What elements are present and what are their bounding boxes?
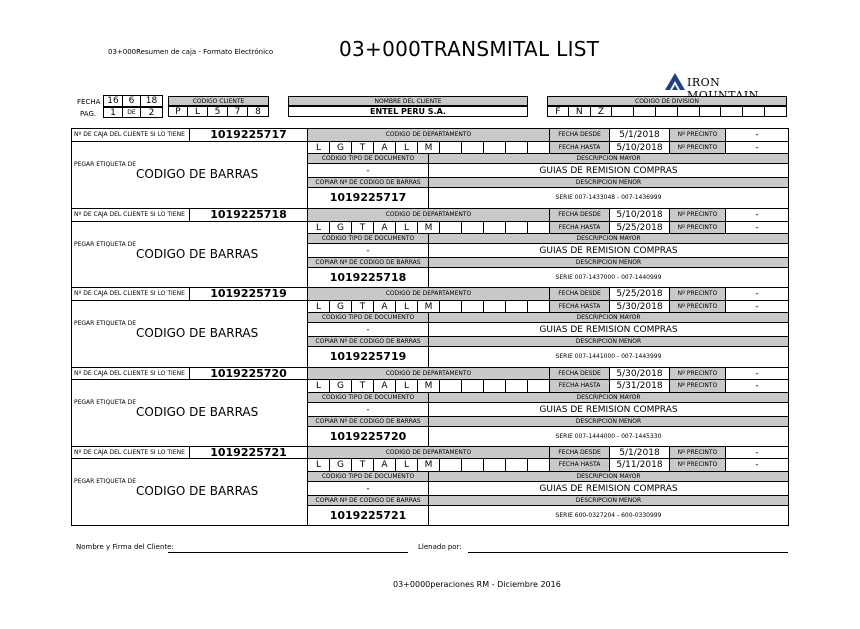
fecha-desde-value: 5/30/2018 [610, 368, 670, 381]
pegar-label: PEGAR ETIQUETA DE [74, 319, 136, 327]
codigo-tipo-value: - [308, 164, 429, 178]
departamento-cell [528, 301, 550, 314]
departamento-cell [506, 142, 528, 155]
descripcion-mayor-value: GUIAS DE REMISION COMPRAS [429, 403, 788, 417]
nombre-cliente-value: ENTEL PERU S.A. [288, 106, 528, 117]
box-block [72, 367, 788, 446]
mountain-icon [665, 72, 685, 90]
departamento-cell: T [352, 459, 374, 472]
departamento-cell: L [308, 301, 330, 314]
codigo-barras-label: CODIGO DE BARRAS [136, 325, 259, 340]
fecha-hasta-value: 5/11/2018 [610, 459, 670, 472]
copiar-barcode-label: COPIAR Nº DE CODIGO DE BARRAS [308, 337, 429, 347]
descripcion-menor-label: DESCRIPCION MENOR [429, 178, 788, 188]
caja-label: Nº DE CAJA DEL CLIENTE SI LO TIENE [72, 209, 190, 222]
departamento-cell: L [308, 142, 330, 155]
departamento-cell: L [396, 380, 418, 393]
pag-cells [103, 107, 163, 118]
fecha-day: 16 [103, 95, 123, 107]
transmittal-table [71, 128, 789, 526]
precinto-value: - [726, 380, 788, 393]
descripcion-mayor-value: GUIAS DE REMISION COMPRAS [429, 323, 788, 337]
copiar-barcode-label: COPIAR Nº DE CODIGO DE BARRAS [308, 496, 429, 506]
fecha-desde-value: 5/10/2018 [610, 209, 670, 222]
precinto-label: Nº PRECINTO [670, 447, 726, 460]
fecha-hasta-label: FECHA HASTA [550, 222, 610, 235]
caja-value: 1019225717 [190, 129, 308, 142]
codigo-tipo-value: - [308, 244, 429, 258]
codigo-departamento-label: CODIGO DE DEPARTAMENTO [308, 447, 550, 460]
copiar-barcode-label: COPIAR Nº DE CODIGO DE BARRAS [308, 417, 429, 427]
precinto-label: Nº PRECINTO [670, 380, 726, 393]
caja-value: 1019225719 [190, 288, 308, 301]
codigo-tipo-value: - [308, 323, 429, 337]
departamento-cell: G [330, 380, 352, 393]
departamento-cell [440, 142, 462, 155]
departamento-cell [528, 380, 550, 393]
departamento-cell [484, 301, 506, 314]
departamento-cell: M [418, 222, 440, 235]
fecha-desde-label: FECHA DESDE [550, 129, 610, 142]
descripcion-menor-value: SERIE 007-1444000 - 007-1445330 [555, 432, 662, 440]
departamento-cell: L [396, 301, 418, 314]
pag-label: PAG. [80, 110, 97, 118]
precinto-label: Nº PRECINTO [670, 129, 726, 142]
descripcion-menor-label: DESCRIPCION MENOR [429, 417, 788, 427]
codigo-cliente-cell: L [188, 106, 208, 117]
departamento-cell: L [308, 222, 330, 235]
codigo-division-cell [678, 106, 700, 117]
departamento-cell: L [396, 459, 418, 472]
codigo-division-cell [743, 106, 765, 117]
descripcion-menor-label: DESCRIPCION MENOR [429, 496, 788, 506]
codigo-division-cell: F [547, 106, 569, 117]
barcode-number-value: 1019225717 [308, 188, 429, 208]
descripcion-menor-value: SERIE 007-1433048 - 007-1436999 [555, 194, 662, 201]
precinto-value: - [726, 222, 788, 235]
fecha-hasta-value: 5/30/2018 [610, 301, 670, 314]
departamento-cell [484, 142, 506, 155]
precinto-value: - [726, 288, 788, 301]
precinto-value: - [726, 459, 788, 472]
codigo-division-cell [765, 106, 787, 117]
descripcion-mayor-label: DESCRIPCION MAYOR [429, 234, 788, 244]
descripcion-mayor-value: GUIAS DE REMISION COMPRAS [429, 244, 788, 258]
fecha-hasta-value: 5/31/2018 [610, 380, 670, 393]
descripcion-mayor-value: GUIAS DE REMISION COMPRAS [429, 482, 788, 496]
precinto-label: Nº PRECINTO [670, 459, 726, 472]
precinto-label: Nº PRECINTO [670, 368, 726, 381]
llenado-por-line[interactable] [468, 552, 788, 553]
departamento-cell [462, 459, 484, 472]
codigo-tipo-label: CODIGO TIPO DE DOCUMENTO [308, 234, 429, 244]
codigo-departamento-label: CODIGO DE DEPARTAMENTO [308, 288, 550, 301]
copiar-barcode-label: COPIAR Nº DE CODIGO DE BARRAS [308, 178, 429, 188]
departamento-cell [506, 222, 528, 235]
box-block [72, 208, 788, 287]
codigo-division-cell [634, 106, 656, 117]
codigo-division-cell [700, 106, 722, 117]
barcode-number-value: 1019225718 [308, 268, 429, 288]
departamento-cell [462, 380, 484, 393]
barcode-number-value: 1019225720 [308, 427, 429, 447]
pegar-label: PEGAR ETIQUETA DE [74, 478, 136, 486]
pegar-label: PEGAR ETIQUETA DE [74, 160, 136, 168]
precinto-value: - [726, 129, 788, 142]
codigo-cliente-cell: 7 [228, 106, 248, 117]
departamento-cell [440, 459, 462, 472]
departamento-cell: A [374, 142, 396, 155]
departamento-cell [440, 222, 462, 235]
departamento-cell [484, 222, 506, 235]
descripcion-mayor-label: DESCRIPCION MAYOR [429, 472, 788, 482]
codigo-tipo-value: - [308, 482, 429, 496]
departamento-cell: G [330, 459, 352, 472]
precinto-label: Nº PRECINTO [670, 209, 726, 222]
departamento-cell: G [330, 222, 352, 235]
codigo-tipo-label: CODIGO TIPO DE DOCUMENTO [308, 393, 429, 403]
caja-label: Nº DE CAJA DEL CLIENTE SI LO TIENE [72, 129, 190, 142]
box-block [72, 287, 788, 366]
codigo-tipo-label: CODIGO TIPO DE DOCUMENTO [308, 313, 429, 323]
caja-label: Nº DE CAJA DEL CLIENTE SI LO TIENE [72, 447, 190, 460]
departamento-cell [506, 301, 528, 314]
departamento-cell: T [352, 380, 374, 393]
fecha-month: 6 [123, 95, 141, 107]
departamento-cell: T [352, 222, 374, 235]
departamento-cell: T [352, 142, 374, 155]
descripcion-menor-label: DESCRIPCION MENOR [429, 337, 788, 347]
fecha-hasta-value: 5/25/2018 [610, 222, 670, 235]
departamento-cell: M [418, 301, 440, 314]
departamento-cell: A [374, 222, 396, 235]
codigo-cliente-cells [168, 106, 269, 117]
caja-label: Nº DE CAJA DEL CLIENTE SI LO TIENE [72, 368, 190, 381]
nombre-firma-label: Nombre y Firma del Cliente: [76, 543, 174, 551]
departamento-cell: M [418, 380, 440, 393]
codigo-departamento-label: CODIGO DE DEPARTAMENTO [308, 209, 550, 222]
form-code: 03+000Resumen de caja - Formato Electrónico [108, 48, 274, 56]
fecha-hasta-value: 5/10/2018 [610, 142, 670, 155]
departamento-cell: L [308, 459, 330, 472]
copiar-barcode-label: COPIAR Nº DE CODIGO DE BARRAS [308, 258, 429, 268]
departamento-cell [484, 459, 506, 472]
codigo-barras-label: CODIGO DE BARRAS [136, 484, 259, 499]
box-block [72, 129, 788, 208]
descripcion-mayor-label: DESCRIPCION MAYOR [429, 393, 788, 403]
departamento-cell: L [396, 222, 418, 235]
fecha-hasta-label: FECHA HASTA [550, 459, 610, 472]
departamento-cell [440, 380, 462, 393]
precinto-value: - [726, 209, 788, 222]
fecha-desde-value: 5/1/2018 [610, 129, 670, 142]
fecha-desde-label: FECHA DESDE [550, 368, 610, 381]
codigo-barras-label: CODIGO DE BARRAS [136, 405, 259, 420]
precinto-value: - [726, 368, 788, 381]
caja-value: 1019225718 [190, 209, 308, 222]
departamento-cell: L [396, 142, 418, 155]
fecha-label: FECHA [77, 98, 101, 106]
pag-current: 1 [103, 107, 123, 118]
fecha-cells [103, 95, 163, 107]
fecha-desde-value: 5/1/2018 [610, 447, 670, 460]
descripcion-mayor-label: DESCRIPCION MAYOR [429, 313, 788, 323]
caja-value: 1019225720 [190, 368, 308, 381]
departamento-cell [506, 380, 528, 393]
llenado-por-label: Llenado por: [418, 543, 462, 551]
departamento-cell: M [418, 142, 440, 155]
descripcion-menor-value: SERIE 600-0327204 - 600-0330999 [555, 511, 662, 519]
pegar-label: PEGAR ETIQUETA DE [74, 399, 136, 407]
departamento-cell: T [352, 301, 374, 314]
codigo-division-cell [721, 106, 743, 117]
codigo-cliente-cell: P [168, 106, 188, 117]
precinto-label: Nº PRECINTO [670, 142, 726, 155]
logo-text: IRON [687, 76, 721, 89]
pag-total: 2 [141, 107, 163, 118]
codigo-barras-label: CODIGO DE BARRAS [136, 246, 259, 261]
page-title: 03+000TRANSMITAL LIST [339, 37, 600, 61]
fecha-hasta-label: FECHA HASTA [550, 142, 610, 155]
codigo-tipo-label: CODIGO TIPO DE DOCUMENTO [308, 154, 429, 164]
fecha-hasta-label: FECHA HASTA [550, 301, 610, 314]
descripcion-menor-value: SERIE 007-1437000 - 007-1440999 [555, 274, 662, 282]
barcode-number-value: 1019225721 [308, 506, 429, 526]
departamento-cell [484, 380, 506, 393]
departamento-cell [462, 222, 484, 235]
caja-label: Nº DE CAJA DEL CLIENTE SI LO TIENE [72, 288, 190, 301]
departamento-cell [462, 142, 484, 155]
precinto-label: Nº PRECINTO [670, 301, 726, 314]
codigo-cliente-cell: 8 [248, 106, 269, 117]
departamento-cell [528, 142, 550, 155]
fecha-desde-label: FECHA DESDE [550, 447, 610, 460]
codigo-barras-label: CODIGO DE BARRAS [136, 166, 259, 181]
fecha-desde-label: FECHA DESDE [550, 209, 610, 222]
iron-mountain-logo [665, 72, 787, 92]
barcode-number-value: 1019225719 [308, 347, 429, 367]
departamento-cell: A [374, 301, 396, 314]
precinto-label: Nº PRECINTO [670, 222, 726, 235]
pegar-label: PEGAR ETIQUETA DE [74, 240, 136, 248]
codigo-division-cells [547, 106, 787, 117]
descripcion-mayor-label: DESCRIPCION MAYOR [429, 154, 788, 164]
departamento-cell: M [418, 459, 440, 472]
departamento-cell [528, 222, 550, 235]
codigo-tipo-label: CODIGO TIPO DE DOCUMENTO [308, 472, 429, 482]
codigo-departamento-label: CODIGO DE DEPARTAMENTO [308, 129, 550, 142]
codigo-division-label: CODIGO DE DIVISION [547, 96, 787, 106]
descripcion-menor-value: SERIE 007-1441000 - 007-1443999 [555, 353, 662, 361]
codigo-division-cell [656, 106, 678, 117]
fecha-hasta-label: FECHA HASTA [550, 380, 610, 393]
codigo-cliente-cell: 5 [208, 106, 228, 117]
codigo-division-cell: Z [591, 106, 613, 117]
departamento-cell: A [374, 380, 396, 393]
codigo-division-cell [612, 106, 634, 117]
departamento-cell: L [308, 380, 330, 393]
codigo-departamento-label: CODIGO DE DEPARTAMENTO [308, 368, 550, 381]
codigo-tipo-value: - [308, 403, 429, 417]
departamento-cell [440, 301, 462, 314]
box-block [72, 446, 788, 525]
nombre-cliente-label: NOMBRE DEL CLIENTE [288, 96, 528, 106]
precinto-label: Nº PRECINTO [670, 288, 726, 301]
fecha-desde-value: 5/25/2018 [610, 288, 670, 301]
departamento-cell: G [330, 142, 352, 155]
fecha-year: 18 [141, 95, 163, 107]
departamento-cell [528, 459, 550, 472]
precinto-value: - [726, 447, 788, 460]
footer-text: 03+0000peraciones RM - Diciembre 2016 [393, 580, 561, 589]
departamento-cell [462, 301, 484, 314]
descripcion-menor-label: DESCRIPCION MENOR [429, 258, 788, 268]
pag-de: DE [123, 107, 141, 118]
nombre-firma-line[interactable] [168, 552, 408, 553]
descripcion-mayor-value: GUIAS DE REMISION COMPRAS [429, 164, 788, 178]
caja-value: 1019225721 [190, 447, 308, 460]
precinto-value: - [726, 142, 788, 155]
codigo-cliente-label: CODIGO CLIENTE [168, 96, 269, 106]
departamento-cell [506, 459, 528, 472]
departamento-cell: G [330, 301, 352, 314]
departamento-cell: A [374, 459, 396, 472]
precinto-value: - [726, 301, 788, 314]
codigo-division-cell: N [569, 106, 591, 117]
fecha-desde-label: FECHA DESDE [550, 288, 610, 301]
